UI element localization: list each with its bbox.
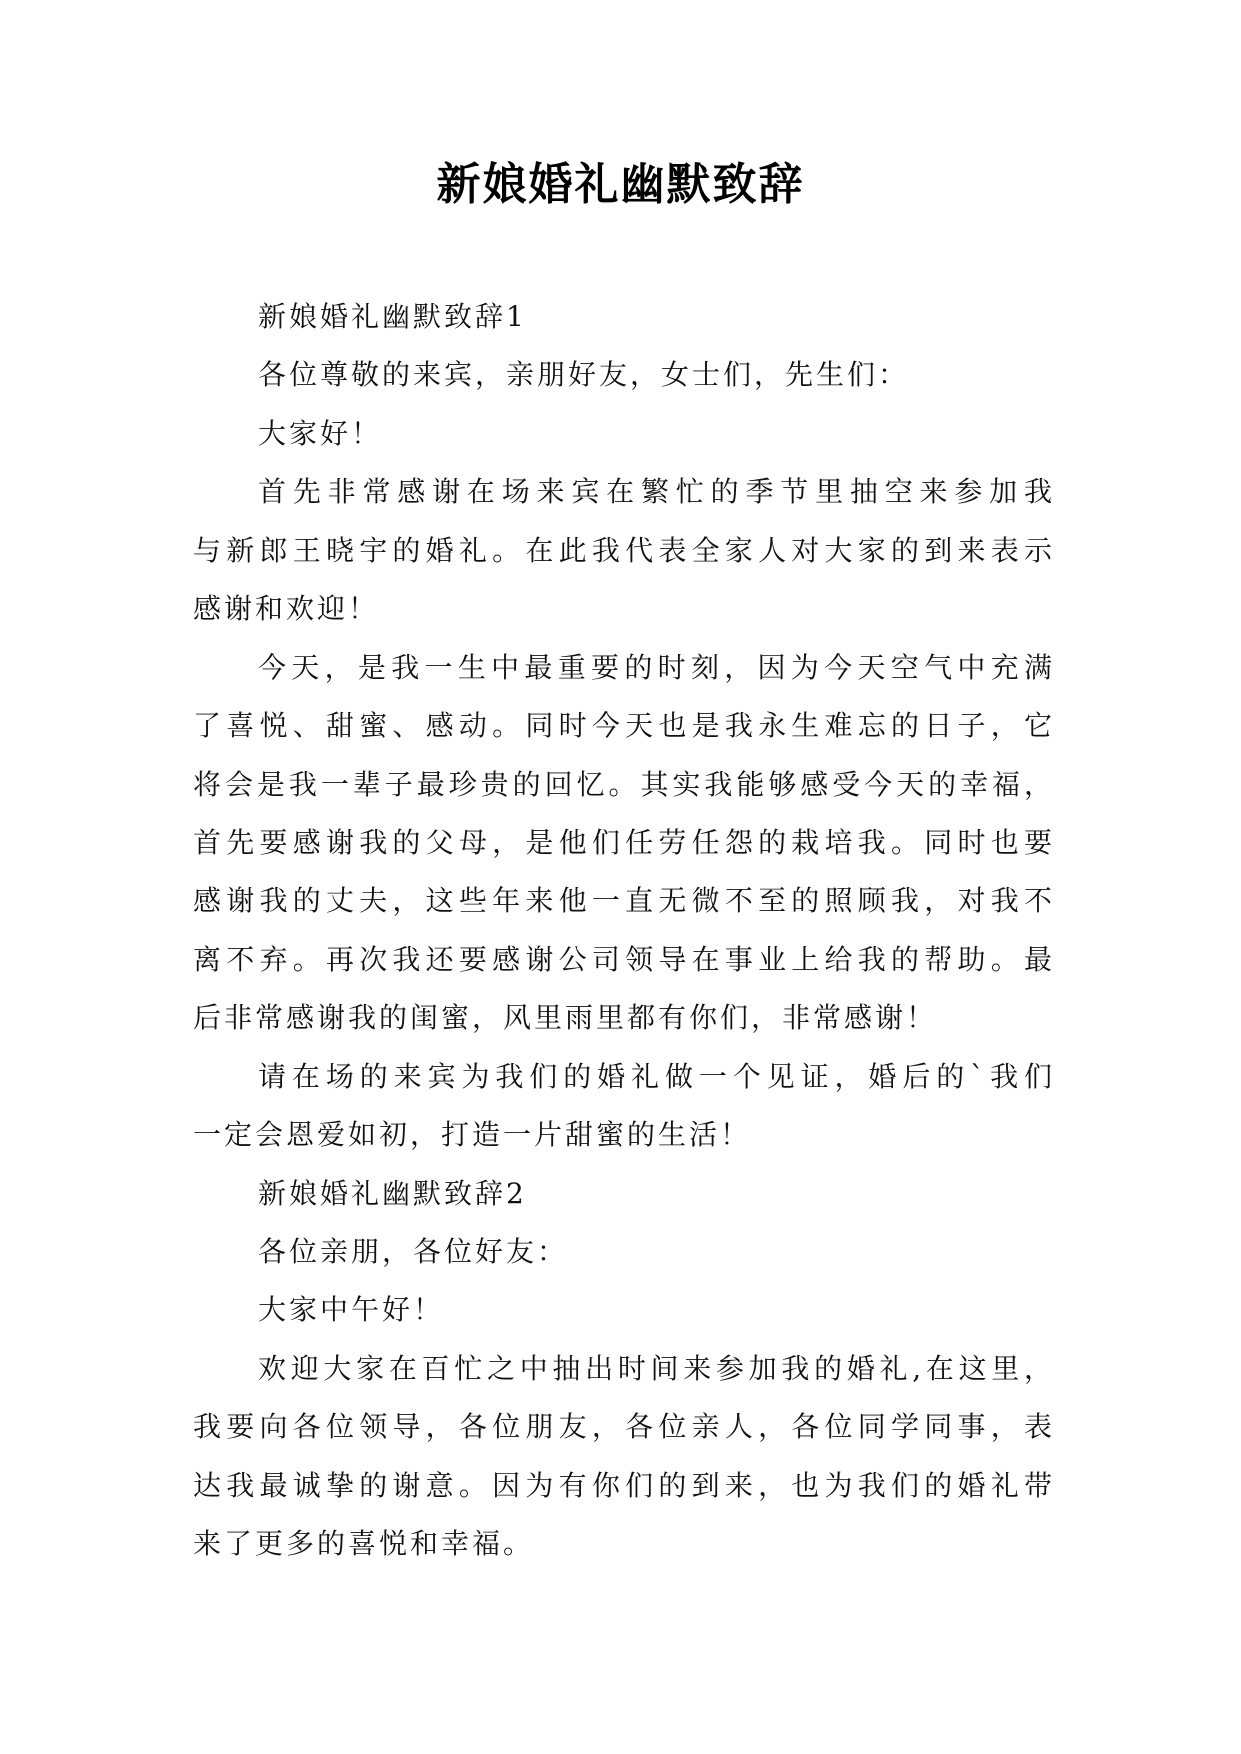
section-heading (193, 288, 1055, 346)
paragraph-line: 大家好！ (258, 416, 383, 450)
paragraph-line: 感谢和欢迎！ (193, 592, 380, 626)
section-heading (193, 1165, 1055, 1223)
paragraph-line: 各位亲朋，各位好友： (258, 1235, 569, 1268)
paragraph-line: 大家中午好！ (258, 1293, 445, 1327)
paragraph-line: 首先要感谢我的父母，是他们任劳任怨的栽培我。同时也要 (193, 825, 1055, 859)
document-title: 新娘婚礼幽默致辞 (436, 159, 805, 210)
paragraph-line: 感谢我的丈夫，这些年来他一直无微不至的照顾我，对我不 (193, 884, 1055, 918)
paragraph-line: 首先非常感谢在场来宾在繁忙的季节里抽空来参加我 (258, 475, 1055, 509)
paragraph-line: 与新郎王晓宇的婚礼。在此我代表全家人对大家的到来表示 (193, 533, 1055, 567)
document-body (193, 288, 1055, 1574)
body-paragraph (193, 1340, 1055, 1574)
greeting-paragraph (193, 346, 1055, 404)
paragraph-line: 新娘婚礼幽默致辞2 (258, 1176, 527, 1210)
paragraph-line: 请在场的来宾为我们的婚礼做一个见证，婚后的`我们 (258, 1059, 1055, 1093)
paragraph-line: 后非常感谢我的闺蜜，风里雨里都有你们，非常感谢！ (193, 1001, 938, 1035)
paragraph-line: 欢迎大家在百忙之中抽出时间来参加我的婚礼,在这里， (258, 1351, 1055, 1385)
body-paragraph (193, 463, 1055, 638)
greeting-paragraph (193, 1223, 1055, 1281)
paragraph-line: 离不弃。再次我还要感谢公司领导在事业上给我的帮助。最 (193, 942, 1055, 976)
paragraph-line: 一定会恩爱如初，打造一片甜蜜的生活！ (193, 1118, 752, 1152)
paragraph-line: 达我最诚挚的谢意。因为有你们的到来，也为我们的婚礼带 (193, 1468, 1055, 1502)
body-paragraph (193, 639, 1055, 1048)
greeting-paragraph (193, 405, 1055, 463)
paragraph-line: 了喜悦、甜蜜、感动。同时今天也是我永生难忘的日子，它 (193, 709, 1055, 743)
paragraph-line: 新娘婚礼幽默致辞1 (258, 300, 527, 333)
paragraph-line: 将会是我一辈子最珍贵的回忆。其实我能够感受今天的幸福， (193, 767, 1055, 801)
paragraph-line: 今天，是我一生中最重要的时刻，因为今天空气中充满 (258, 650, 1055, 684)
paragraph-line: 各位尊敬的来宾，亲朋好友，女士们，先生们： (258, 358, 910, 392)
body-paragraph (193, 1048, 1055, 1165)
greeting-paragraph (193, 1281, 1055, 1339)
paragraph-line: 来了更多的喜悦和幸福。 (193, 1527, 535, 1561)
paragraph-line: 我要向各位领导，各位朋友，各位亲人，各位同学同事，表 (193, 1410, 1055, 1444)
